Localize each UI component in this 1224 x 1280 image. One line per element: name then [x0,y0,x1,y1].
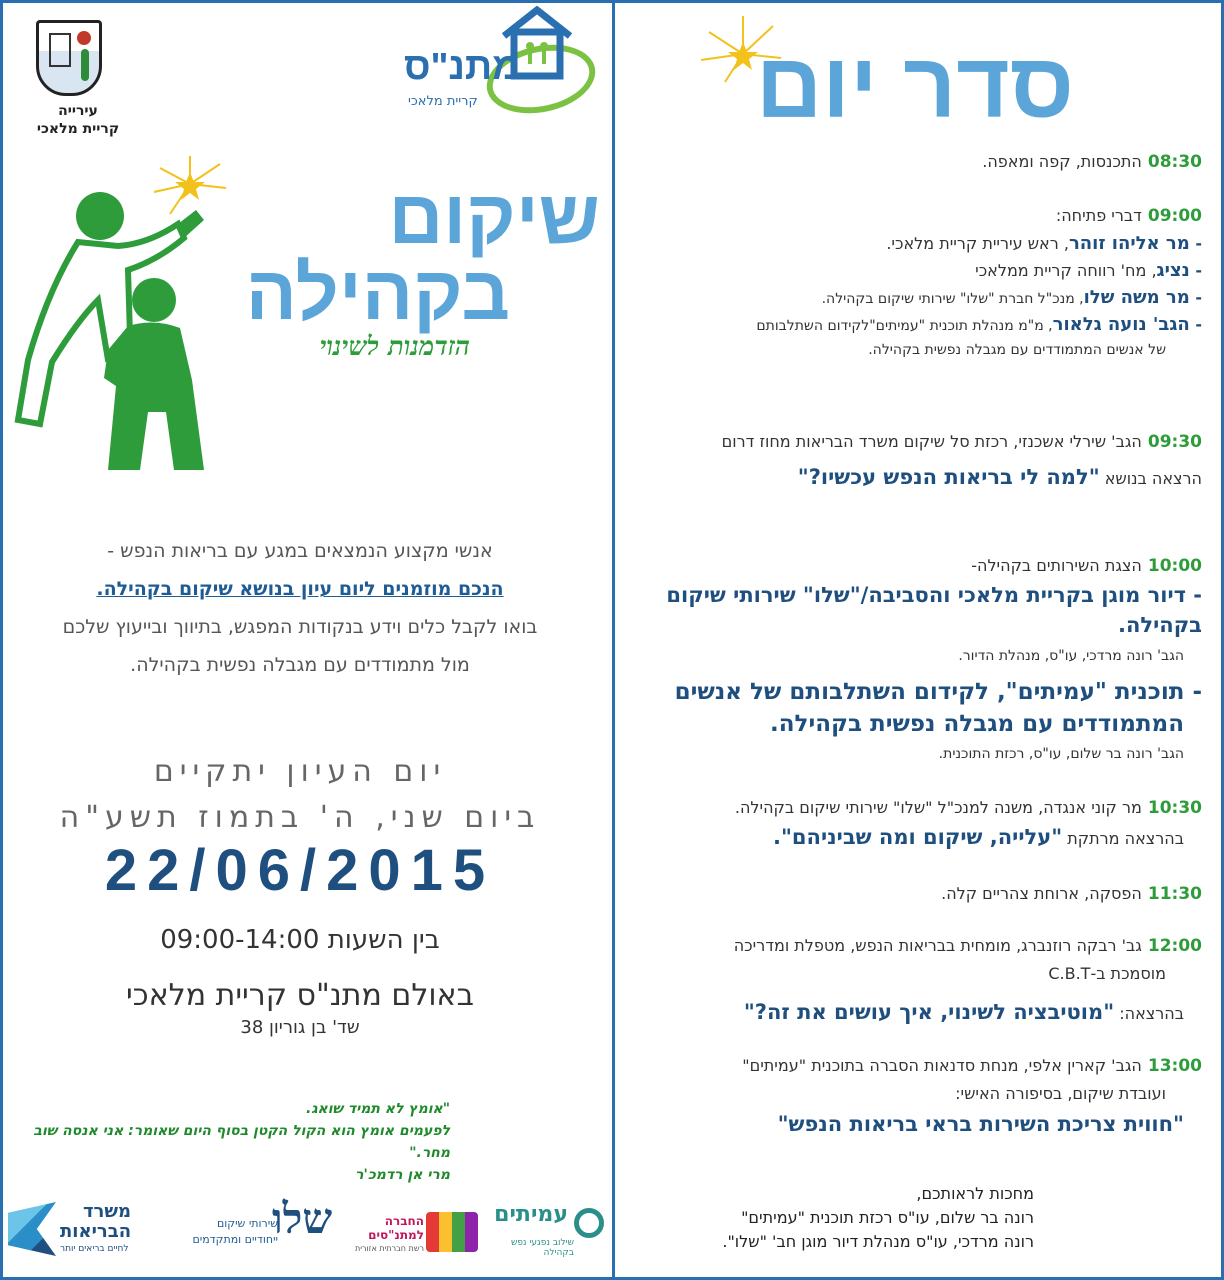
matnas-name: מתנ"ס [404,46,520,88]
lecture-prefix: בהרצאה: [1119,1004,1184,1023]
slot-text-cont: מוסמכת ב-C.B.T [1048,964,1166,983]
slot-time: 09:30 [1147,432,1202,452]
service-1-contact: הגב' רונה מרדכי, עו"ס, מנהלת הדיור. [958,648,1184,664]
shalu-mark: שלו [272,1194,333,1243]
hevra-sub: רשת חברתית אזורית [354,1244,424,1253]
slot-time: 12:00 [1147,936,1202,956]
service-2-line1: תוכנית "עמיתים", לקידום השתלבותם של אנשים [674,679,1185,705]
amitim-logo [484,1194,608,1258]
slot-0930 [632,428,1202,492]
slot-1030 [632,794,1202,852]
speaker-role: , מח' רווחה קריית ממלאכי [975,261,1157,280]
slot-text: הגב' שירלי אשכנזי, רכזת סל שיקום משרד הבריאות מחוז דרום [721,432,1142,451]
invite-line3: בואו לקבל כלים וידע בנקודות המפגש, בתיווך ובייעוץ שלכם [62,616,538,638]
slot-text: הצגת השירותים בקהילה- [971,556,1142,575]
speaker-name: נציג [1156,260,1190,281]
amitim-name: עמיתים [494,1202,568,1227]
lecture-title: "למה לי בריאות הנפש עכשיו?" [797,465,1100,489]
agenda-title: סדר יום [755,35,1074,137]
slot-0830 [632,148,1202,176]
speaker-role: , מ"מ מנהלת תוכנית "עמיתים"לקידום השתלבותם [756,318,1053,334]
city-crest-icon [36,20,102,96]
health-bird-icon [8,1202,56,1256]
health-line2: הבריאות [60,1221,132,1242]
slot-1200 [632,932,1202,1027]
lecture-title: "עלייה, שיקום ומה שביניהם". [773,825,1063,849]
date-gregorian: 22/06/2015 [104,838,496,903]
invite-line1: אנשי מקצוע הנמצאים במגע עם בריאות הנפש - [107,540,493,562]
date-intro: יום העיון יתקיים [153,754,447,789]
quote-author: מרי אן רדמכ'ר [355,1167,450,1183]
invitation-text [30,532,570,684]
slot-text-cont: ועובדת שיקום, בסיפורה האישי: [955,1084,1166,1103]
shalu-logo [192,1192,362,1262]
quote [20,1098,450,1186]
city-line1: עירייה [58,103,98,119]
invite-line4: מול מתמודדים עם מגבלה נפשית בקהילה. [130,654,470,676]
hero-title-line2: בקהילה [245,251,510,336]
slot-text: דברי פתיחה: [1055,206,1142,225]
shalu-sub1: שירותי שיקום [217,1217,278,1230]
speaker-name: מר אליהו זוהר [1068,233,1190,254]
speaker-role: , ראש עיריית קריית מלאכי. [886,234,1069,253]
slot-1300 [632,1052,1202,1139]
slot-1130 [632,880,1202,908]
slot-time: 10:00 [1147,556,1202,576]
speaker-role: , מנכ"ל חברת "שלו" שירותי שיקום בקהילה. [821,291,1084,307]
amitim-sub: שילוב נפגעי נפש בקהילה [510,1238,574,1258]
event-address: שד' בן גוריון 38 [240,1017,360,1038]
lecture-prefix: בהרצאה מרתקת [1067,829,1184,848]
slot-text: הפסקה, ארוחת צהריים קלה. [941,884,1142,903]
hevra-line2: למתנ"סים [368,1228,424,1242]
event-date-block [30,752,570,1040]
city-line2: קריית מלאכי [36,121,120,137]
city-name [18,102,138,138]
slot-time: 13:00 [1147,1056,1202,1076]
slot-time: 10:30 [1147,798,1202,818]
agenda-panel [615,0,1224,1280]
date-hebrew: ביום שני, ה' בתמוז תשע"ה [59,800,541,835]
shalu-sub2: ייחודיים ומתקדמים [192,1233,278,1246]
event-hours: בין השעות 09:00-14:00 [160,925,440,955]
event-place: באולם מתנ"ס קריית מלאכי [126,978,474,1013]
slot-1000: 10:00הצגת השירותים בקהילה- - דיור מוגן בקריית מלאכי והסביבה/"שלו" שירותי שיקום בקהילה. הגב' רונה מרדכי, עו"ס, מנהלת הדיור. - תוכנית "עמיתים", לקידום השתלבותם של אנשים המתמודדים עם מגבלה נפשית בקהילה. הגב' רונה בר שלום, עו"ס, רכזת התוכנית. [632,552,1202,764]
health-line1: משרד [82,1201,132,1222]
speaker-role-cont: של אנשים המתמודדים עם מגבלה נפשית בקהילה. [868,342,1166,358]
slot-text: הגב' קארין אלפי, מנחת סדנאות הסברה בתוכנית "עמיתים" [742,1056,1142,1075]
closing-signature [634,1182,1034,1254]
matnas-logo [400,16,600,120]
lecture-title: "חווית צריכת השירות בראי בריאות הנפש" [777,1112,1184,1136]
speaker-name: מר משה שלו [1083,287,1190,308]
slot-0900: 09:00דברי פתיחה: - מר אליהו זוהר, ראש עיריית קריית מלאכי. - נציג, מח' רווחה קריית ממלאכי - מר משה שלו, מנכ"ל חברת "שלו" שירותי שיקום בקהילה. - הגב' נועה גלאור, מ"מ מנהלת תוכנית "עמיתים"לקידום השתלבותם של אנשים המתמודדים עם מגבלה נפשית בקהילה. [632,202,1202,360]
lecture-prefix: הרצאה בנושא [1104,469,1202,488]
lecture-title: "מוטיבציה לשינוי, איך עושים את זה?" [743,1000,1115,1024]
slot-time: 08:30 [1147,152,1202,172]
regards-line3: רונה מרדכי, עו"ס מנהלת דיור מוגן חב' "שלו". [722,1232,1034,1251]
sponsor-logos [8,1188,608,1268]
matnas-sub: קריית מלאכי [408,94,478,109]
quote-line2: לפעמים אומץ הוא הקול הקטן בסוף היום שאומר: אני אנסה שוב מחר." [33,1123,450,1161]
hevra-line1: החברה [384,1214,424,1228]
slot-time: 11:30 [1147,884,1202,904]
regards-line1: מחכות לראותכם, [916,1184,1034,1203]
slot-time: 09:00 [1147,206,1202,226]
colored-blocks-icon [426,1212,478,1252]
slot-text: התכנסות, קפה ומאפה. [982,152,1142,171]
regards-line2: רונה בר שלום, עו"ס רכזת תוכנית "עמיתים" [741,1208,1034,1227]
hero-tagline: הזדמנות לשינוי [319,332,470,362]
slot-text: מר קוני אנגדה, משנה למנכ"ל "שלו" שירותי שיקום בקהילה. [734,798,1142,817]
hero-title-line1: שיקום [388,175,600,260]
quote-line1: "אומץ לא תמיד שואג. [305,1101,450,1117]
slot-text: גב' רבקה רוזנברג, מומחית בבריאות הנפש, מטפלת ומדריכה [733,936,1142,955]
knot-icon [574,1208,604,1238]
ministry-of-health-logo [8,1198,158,1258]
health-sub: לחיים בריאים יותר [60,1244,129,1254]
speaker-name: הגב' נועה גלאור [1052,314,1190,335]
service-2-contact: הגב' רונה בר שלום, עו"ס, רכזת התוכנית. [938,746,1184,762]
service-2-line2: המתמודדים עם מגבלה נפשית בקהילה. [769,711,1184,737]
invite-line2: הנכם מוזמנים ליום עיון בנושא שיקום בקהילה. [96,578,504,600]
matnasim-company-logo [352,1202,482,1262]
service-1: דיור מוגן בקריית מלאכי והסביבה/"שלו" שירותי שיקום בקהילה. [666,583,1202,637]
